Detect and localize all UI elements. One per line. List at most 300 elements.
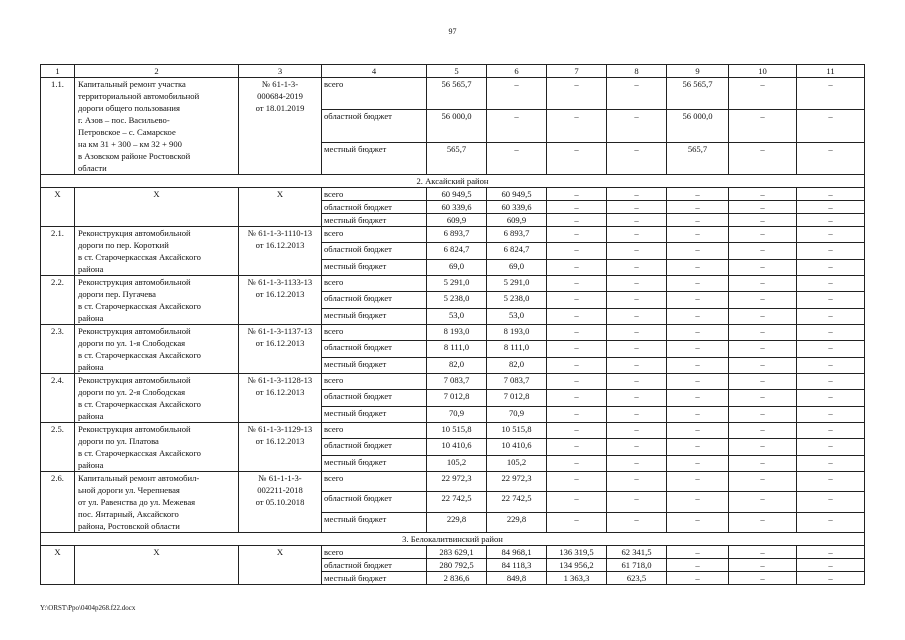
funding-source: местный бюджет	[322, 308, 427, 324]
amount-cell: 105,2	[487, 455, 547, 471]
amount-cell: 134 956,2	[547, 559, 607, 572]
amount-cell: –	[729, 214, 797, 227]
amount-cell: 70,9	[427, 406, 487, 422]
amount-cell: 61 718,0	[607, 559, 667, 572]
text-line: Реконструкция автомобильной	[78, 326, 191, 336]
amount-cell: –	[667, 243, 729, 259]
amount-cell: 69,0	[487, 259, 547, 275]
amount-cell: –	[797, 472, 865, 492]
item-document	[239, 227, 322, 276]
amount-cell: 60 339,6	[487, 201, 547, 214]
text-line: области	[78, 163, 107, 173]
amount-cell: –	[729, 276, 797, 292]
amount-cell: 5 238,0	[427, 292, 487, 308]
text-line: № 61-1-3-1129-13	[247, 424, 313, 434]
text-line: пос. Янтарный, Аксайского	[78, 509, 179, 519]
amount-cell: –	[667, 559, 729, 572]
amount-cell: 10 410,6	[427, 439, 487, 455]
funding-source: областной бюджет	[322, 201, 427, 214]
amount-cell: –	[729, 423, 797, 439]
amount-cell: –	[797, 276, 865, 292]
text-line: дороги общего пользования	[78, 103, 180, 113]
amount-cell: 56 000,0	[667, 110, 729, 142]
amount-cell: 8 111,0	[487, 341, 547, 357]
amount-cell: –	[729, 512, 797, 532]
text-line: от 16.12.2013	[255, 387, 305, 397]
amount-cell: –	[729, 227, 797, 243]
funding-source: местный бюджет	[322, 259, 427, 275]
amount-cell: –	[487, 110, 547, 142]
text-line: от 16.12.2013	[255, 240, 305, 250]
amount-cell: 136 319,5	[547, 546, 607, 559]
amount-cell: –	[667, 357, 729, 373]
amount-cell: –	[797, 78, 865, 110]
amount-cell: –	[607, 78, 667, 110]
amount-cell: –	[729, 78, 797, 110]
text-line: Реконструкция автомобильной	[78, 424, 191, 434]
amount-cell: –	[729, 546, 797, 559]
amount-cell: 849,8	[487, 572, 547, 585]
amount-cell: 6 824,7	[487, 243, 547, 259]
column-number: 7	[547, 65, 607, 78]
amount-cell: –	[667, 472, 729, 492]
amount-cell: –	[607, 276, 667, 292]
amount-cell: –	[607, 390, 667, 406]
funding-source: всего	[322, 423, 427, 439]
amount-cell: –	[667, 390, 729, 406]
item-document	[239, 374, 322, 423]
item-document	[239, 472, 322, 533]
funding-source: всего	[322, 472, 427, 492]
amount-cell: –	[547, 472, 607, 492]
amount-cell: –	[797, 546, 865, 559]
column-number: 3	[239, 65, 322, 78]
item-name	[75, 325, 239, 374]
item-document	[239, 325, 322, 374]
item-number: 2.3.	[41, 325, 75, 374]
amount-cell: –	[547, 512, 607, 532]
amount-cell: –	[797, 243, 865, 259]
amount-cell: –	[667, 308, 729, 324]
funding-source: всего	[322, 188, 427, 201]
placeholder-x: Х	[41, 188, 75, 227]
amount-cell: –	[729, 357, 797, 373]
amount-cell: –	[547, 292, 607, 308]
amount-cell: –	[547, 201, 607, 214]
amount-cell: –	[667, 572, 729, 585]
text-line: от 05.10.2018	[255, 497, 305, 507]
amount-cell: –	[729, 259, 797, 275]
placeholder-x: Х	[75, 546, 239, 585]
amount-cell: –	[797, 110, 865, 142]
text-line: от 18.01.2019	[255, 103, 305, 113]
amount-cell: –	[607, 472, 667, 492]
column-number: 11	[797, 65, 865, 78]
funding-source: областной бюджет	[322, 439, 427, 455]
column-number: 5	[427, 65, 487, 78]
text-line: от 16.12.2013	[255, 436, 305, 446]
amount-cell: 22 742,5	[487, 492, 547, 512]
amount-cell: –	[547, 110, 607, 142]
placeholder-x: Х	[41, 546, 75, 585]
amount-cell: 84 968,1	[487, 546, 547, 559]
amount-cell: 22 742,5	[427, 492, 487, 512]
amount-cell: –	[797, 439, 865, 455]
table-row	[41, 276, 865, 292]
text-line: в ст. Старочеркасская Аксайского	[78, 448, 201, 458]
item-document	[239, 423, 322, 472]
amount-cell: –	[729, 142, 797, 174]
amount-cell: –	[547, 78, 607, 110]
total-row	[41, 188, 865, 201]
item-number: 2.2.	[41, 276, 75, 325]
amount-cell: 60 339,6	[427, 201, 487, 214]
amount-cell: –	[797, 214, 865, 227]
funding-source: местный бюджет	[322, 406, 427, 422]
amount-cell: 60 949,5	[487, 188, 547, 201]
funding-source: местный бюджет	[322, 512, 427, 532]
amount-cell: 10 515,8	[427, 423, 487, 439]
column-number: 2	[75, 65, 239, 78]
text-line: в ст. Старочеркасская Аксайского	[78, 301, 201, 311]
section-row	[41, 533, 865, 546]
amount-cell: –	[547, 455, 607, 471]
item-name	[75, 374, 239, 423]
amount-cell: –	[487, 78, 547, 110]
amount-cell: –	[729, 308, 797, 324]
text-line: Реконструкция автомобильной	[78, 375, 191, 385]
text-line: района	[78, 362, 104, 372]
amount-cell: –	[797, 308, 865, 324]
amount-cell: –	[607, 439, 667, 455]
funding-source: областной бюджет	[322, 390, 427, 406]
funding-source: всего	[322, 78, 427, 110]
amount-cell: –	[607, 357, 667, 373]
text-line: района	[78, 460, 104, 470]
amount-cell: 7 083,7	[487, 374, 547, 390]
amount-cell: –	[667, 214, 729, 227]
section-title: 3. Белокалитвинский район	[41, 533, 865, 546]
text-line: на км 31 + 300 – км 32 + 900	[78, 139, 182, 149]
amount-cell: –	[607, 110, 667, 142]
funding-source: всего	[322, 227, 427, 243]
text-line: Реконструкция автомобильной	[78, 228, 191, 238]
text-line: района	[78, 313, 104, 323]
amount-cell: –	[667, 325, 729, 341]
amount-cell: –	[797, 357, 865, 373]
amount-cell: –	[797, 292, 865, 308]
amount-cell: –	[547, 325, 607, 341]
amount-cell: –	[729, 341, 797, 357]
funding-source: всего	[322, 276, 427, 292]
text-line: № 61-1-3-1128-13	[247, 375, 313, 385]
amount-cell: –	[729, 455, 797, 471]
amount-cell: –	[667, 546, 729, 559]
amount-cell: –	[607, 374, 667, 390]
amount-cell: –	[797, 572, 865, 585]
column-number: 6	[487, 65, 547, 78]
text-line: в ст. Старочеркасская Аксайского	[78, 252, 201, 262]
amount-cell: 10 410,6	[487, 439, 547, 455]
section-title: 2. Аксайский район	[41, 175, 865, 188]
text-line: дороги по ул. 2-я Слободская	[78, 387, 186, 397]
amount-cell: –	[729, 390, 797, 406]
amount-cell: –	[729, 201, 797, 214]
amount-cell: –	[547, 423, 607, 439]
amount-cell: 623,5	[607, 572, 667, 585]
amount-cell: –	[667, 188, 729, 201]
text-line: дороги по пер. Короткий	[78, 240, 169, 250]
funding-source: местный бюджет	[322, 572, 427, 585]
amount-cell: –	[797, 142, 865, 174]
text-line: от 16.12.2013	[255, 338, 305, 348]
table-row	[41, 374, 865, 390]
amount-cell: 5 291,0	[427, 276, 487, 292]
item-number: 2.1.	[41, 227, 75, 276]
amount-cell: –	[547, 492, 607, 512]
item-number: 2.5.	[41, 423, 75, 472]
funding-source: местный бюджет	[322, 214, 427, 227]
item-name	[75, 227, 239, 276]
amount-cell: –	[607, 455, 667, 471]
amount-cell: –	[797, 512, 865, 532]
column-number: 4	[322, 65, 427, 78]
text-line: дороги по ул. Платова	[78, 436, 159, 446]
amount-cell: –	[797, 188, 865, 201]
amount-cell: 5 238,0	[487, 292, 547, 308]
amount-cell: 8 193,0	[427, 325, 487, 341]
text-line: территориальной автомобильной	[78, 91, 200, 101]
column-number: 1	[41, 65, 75, 78]
amount-cell: 280 792,5	[427, 559, 487, 572]
amount-cell: 53,0	[427, 308, 487, 324]
amount-cell: –	[607, 325, 667, 341]
text-line: в ст. Старочеркасская Аксайского	[78, 399, 201, 409]
funding-source: областной бюджет	[322, 559, 427, 572]
amount-cell: –	[547, 276, 607, 292]
amount-cell: –	[547, 214, 607, 227]
amount-cell: –	[607, 292, 667, 308]
amount-cell: 1 363,3	[547, 572, 607, 585]
text-line: № 61-1-3-1110-13	[247, 228, 313, 238]
column-number: 8	[607, 65, 667, 78]
item-document	[239, 276, 322, 325]
amount-cell: 609,9	[487, 214, 547, 227]
placeholder-x: Х	[239, 188, 322, 227]
total-row	[41, 546, 865, 559]
funding-source: местный бюджет	[322, 455, 427, 471]
column-number: 9	[667, 65, 729, 78]
amount-cell: –	[667, 276, 729, 292]
amount-cell: 6 893,7	[487, 227, 547, 243]
funding-source: областной бюджет	[322, 341, 427, 357]
amount-cell: –	[667, 423, 729, 439]
amount-cell: 22 972,3	[427, 472, 487, 492]
amount-cell: –	[797, 201, 865, 214]
column-number: 10	[729, 65, 797, 78]
amount-cell: –	[797, 259, 865, 275]
amount-cell: 229,8	[427, 512, 487, 532]
text-line: № 61-1-3-	[261, 79, 299, 89]
funding-source: всего	[322, 374, 427, 390]
table-row	[41, 472, 865, 492]
amount-cell: –	[729, 243, 797, 259]
funding-source: всего	[322, 325, 427, 341]
amount-cell: –	[729, 492, 797, 512]
amount-cell: –	[729, 292, 797, 308]
amount-cell: –	[547, 374, 607, 390]
amount-cell: –	[547, 357, 607, 373]
amount-cell: 69,0	[427, 259, 487, 275]
amount-cell: 609,9	[427, 214, 487, 227]
amount-cell: –	[547, 341, 607, 357]
table-row	[41, 227, 865, 243]
amount-cell: 82,0	[427, 357, 487, 373]
amount-cell: 10 515,8	[487, 423, 547, 439]
amount-cell: 565,7	[427, 142, 487, 174]
budget-table-container	[40, 64, 865, 585]
amount-cell: –	[797, 423, 865, 439]
amount-cell: –	[797, 455, 865, 471]
amount-cell: –	[607, 492, 667, 512]
item-name	[75, 472, 239, 533]
amount-cell: 229,8	[487, 512, 547, 532]
amount-cell: –	[547, 188, 607, 201]
amount-cell: –	[797, 341, 865, 357]
amount-cell: –	[729, 472, 797, 492]
amount-cell: –	[547, 390, 607, 406]
item-document	[239, 78, 322, 175]
amount-cell: –	[667, 201, 729, 214]
amount-cell: 6 824,7	[427, 243, 487, 259]
amount-cell: –	[797, 406, 865, 422]
amount-cell: –	[607, 512, 667, 532]
item-name	[75, 78, 239, 175]
budget-table	[40, 64, 865, 585]
text-line: 002211-2018	[257, 485, 303, 495]
amount-cell: –	[547, 406, 607, 422]
amount-cell: –	[797, 390, 865, 406]
amount-cell: –	[607, 341, 667, 357]
text-line: дороги по ул. 1-я Слободская	[78, 338, 186, 348]
funding-source: областной бюджет	[322, 110, 427, 142]
amount-cell: –	[607, 308, 667, 324]
text-line: № 61-1-3-1137-13	[247, 326, 313, 336]
item-number: 2.6.	[41, 472, 75, 533]
header-row	[41, 65, 865, 78]
amount-cell: 8 111,0	[427, 341, 487, 357]
amount-cell: –	[607, 201, 667, 214]
amount-cell: –	[797, 325, 865, 341]
amount-cell: –	[547, 142, 607, 174]
amount-cell: 22 972,3	[487, 472, 547, 492]
amount-cell: –	[547, 227, 607, 243]
amount-cell: –	[729, 559, 797, 572]
amount-cell: –	[667, 512, 729, 532]
amount-cell: –	[797, 559, 865, 572]
text-line: Петровское – с. Самарское	[78, 127, 176, 137]
amount-cell: –	[667, 492, 729, 512]
amount-cell: 7 012,8	[427, 390, 487, 406]
text-line: района, Ростовской области	[78, 521, 180, 531]
text-line: дороги пер. Пугачева	[78, 289, 156, 299]
amount-cell: –	[667, 439, 729, 455]
text-line: района	[78, 264, 104, 274]
amount-cell: –	[487, 142, 547, 174]
amount-cell: –	[607, 406, 667, 422]
amount-cell: –	[797, 492, 865, 512]
amount-cell: 84 118,3	[487, 559, 547, 572]
text-line: района	[78, 411, 104, 421]
amount-cell: 2 836,6	[427, 572, 487, 585]
text-line: Реконструкция автомобильной	[78, 277, 191, 287]
amount-cell: –	[547, 259, 607, 275]
amount-cell: 70,9	[487, 406, 547, 422]
amount-cell: –	[667, 406, 729, 422]
amount-cell: –	[607, 214, 667, 227]
table-row	[41, 325, 865, 341]
text-line: № 61-1-3-1133-13	[247, 277, 313, 287]
amount-cell: 6 893,7	[427, 227, 487, 243]
item-number: 1.1.	[41, 78, 75, 175]
text-line: в Азовском районе Ростовской	[78, 151, 191, 161]
amount-cell: –	[667, 455, 729, 471]
amount-cell: –	[729, 374, 797, 390]
amount-cell: 565,7	[667, 142, 729, 174]
amount-cell: –	[547, 308, 607, 324]
amount-cell: 105,2	[427, 455, 487, 471]
amount-cell: –	[729, 110, 797, 142]
text-line: от 16.12.2013	[255, 289, 305, 299]
amount-cell: 62 341,5	[607, 546, 667, 559]
amount-cell: –	[797, 227, 865, 243]
amount-cell: –	[729, 439, 797, 455]
text-line: 000684-2019	[257, 91, 303, 101]
amount-cell: 7 083,7	[427, 374, 487, 390]
amount-cell: –	[607, 243, 667, 259]
text-line: Капитальный ремонт участка	[78, 79, 186, 89]
amount-cell: 53,0	[487, 308, 547, 324]
amount-cell: 56 565,7	[427, 78, 487, 110]
file-path-footer: Y:\ORST\Ppo\0404p268.f22.docx	[40, 604, 136, 612]
text-line: от ул. Равенства до ул. Межевая	[78, 497, 196, 507]
amount-cell: 60 949,5	[427, 188, 487, 201]
item-name	[75, 423, 239, 472]
amount-cell: –	[729, 325, 797, 341]
amount-cell: 56 565,7	[667, 78, 729, 110]
amount-cell: –	[607, 259, 667, 275]
amount-cell: –	[729, 188, 797, 201]
amount-cell: 82,0	[487, 357, 547, 373]
funding-source: областной бюджет	[322, 492, 427, 512]
amount-cell: –	[547, 439, 607, 455]
amount-cell: –	[607, 227, 667, 243]
amount-cell: –	[667, 292, 729, 308]
placeholder-x: Х	[239, 546, 322, 585]
amount-cell: –	[607, 423, 667, 439]
amount-cell: –	[667, 259, 729, 275]
amount-cell: 8 193,0	[487, 325, 547, 341]
item-number: 2.4.	[41, 374, 75, 423]
page-number: 97	[448, 27, 457, 36]
amount-cell: –	[729, 572, 797, 585]
table-row	[41, 78, 865, 110]
table-row	[41, 423, 865, 439]
amount-cell: –	[667, 374, 729, 390]
text-line: ьной дороги ул. Черепневая	[78, 485, 180, 495]
funding-source: всего	[322, 546, 427, 559]
text-line: Капитальный ремонт автомобил-	[78, 473, 200, 483]
